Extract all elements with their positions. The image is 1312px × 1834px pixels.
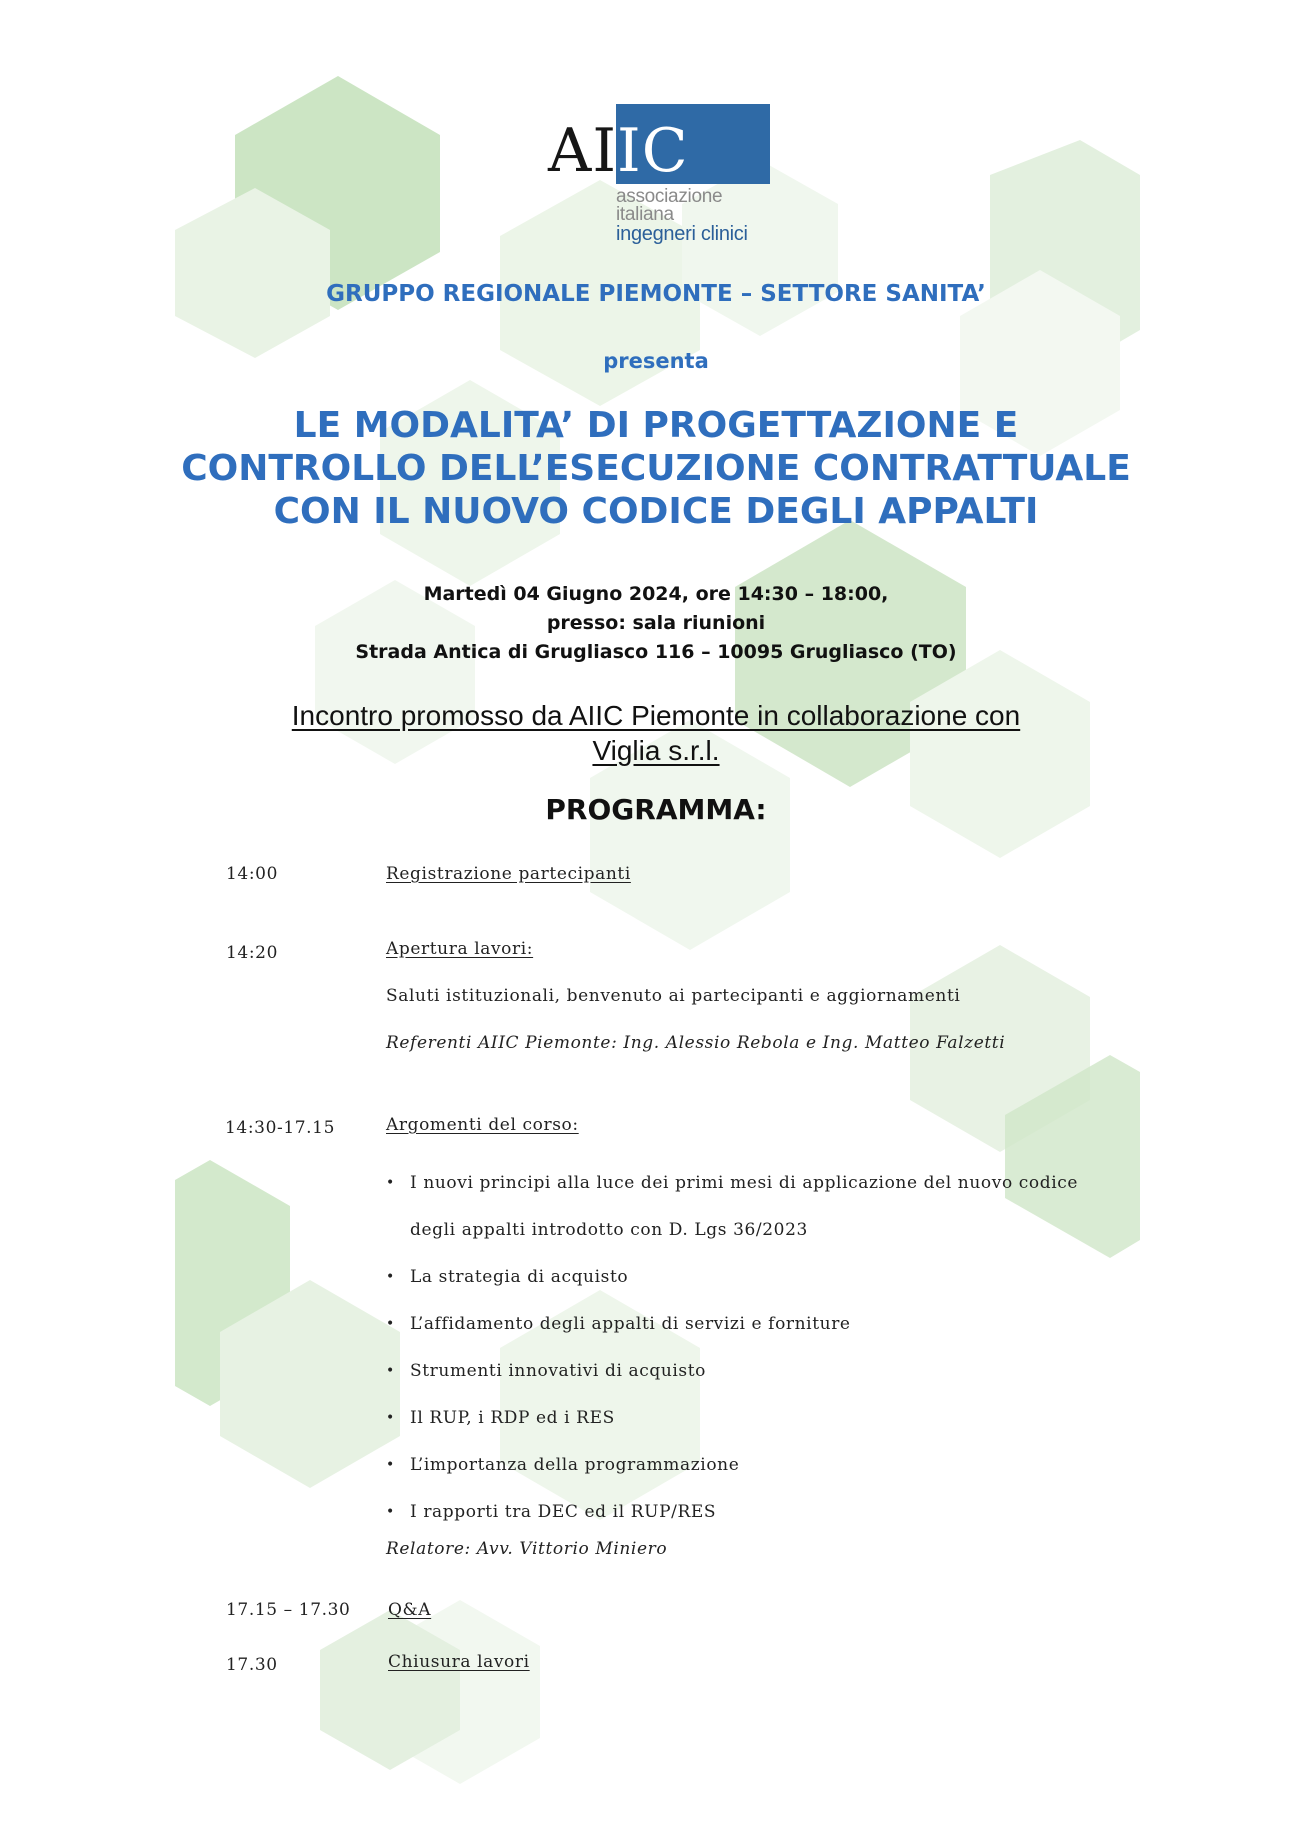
event-details — [0, 580, 1312, 667]
logo-letters: AIIC — [548, 116, 689, 186]
closing-time: 17.30 — [226, 1655, 278, 1675]
qa-time: 17.15 – 17.30 — [226, 1600, 351, 1620]
course-topic: • L’importanza della programmazione — [386, 1442, 1106, 1489]
opening-label: Apertura lavori: — [386, 939, 534, 959]
promotion-note — [0, 698, 1312, 768]
qa-label: Q&A — [388, 1600, 432, 1620]
promotion-line: Incontro promosso da AIIC Piemonte in collaborazione con — [291, 700, 1021, 731]
logo-subtitle — [616, 188, 782, 245]
event-address: Strada Antica di Grugliasco 116 – 10095 Grugliasco (TO) — [355, 641, 957, 663]
course-label: Argomenti del corso: — [386, 1115, 579, 1135]
course-speaker: Relatore: Avv. Vittorio Miniero — [386, 1539, 668, 1559]
group-heading: GRUPPO REGIONALE PIEMONTE – SETTORE SANITA’ — [326, 281, 986, 307]
logo-subtitle-line: associazione — [616, 186, 723, 207]
course-topic: • Il RUP, i RDP ed i RES — [386, 1395, 1106, 1442]
course-topic: • I rapporti tra DEC ed il RUP/RES — [386, 1489, 1106, 1536]
course-time: 14:30-17.15 — [225, 1118, 336, 1138]
event-date: Martedì 04 Giugno 2024, ore 14:30 – 18:00, — [423, 583, 889, 605]
event-title — [0, 404, 1312, 533]
event-title-line: CONTROLLO DELL’ESECUZIONE CONTRATTUALE — [181, 448, 1131, 489]
opening-time: 14:20 — [226, 943, 278, 963]
registration-label: Registrazione partecipanti — [386, 864, 631, 884]
presents-label: presenta — [603, 349, 709, 373]
promotion-line: Viglia s.r.l. — [592, 735, 720, 766]
opening-description: Saluti istituzionali, benvenuto ai partecipanti e aggiornamenti — [386, 986, 961, 1006]
event-title-line: CON IL NUOVO CODICE DEGLI APPALTI — [273, 491, 1039, 532]
logo-subtitle-line: italiana — [616, 204, 674, 225]
course-topic: • La strategia di acquisto — [386, 1254, 1106, 1301]
event-title-line: LE MODALITA’ DI PROGETTAZIONE E — [293, 405, 1019, 446]
course-topic: • L’affidamento degli appalti di servizi e forniture — [386, 1301, 1106, 1348]
course-topic: • I nuovi principi alla luce dei primi mesi di applicazione del nuovo codice degli appalti introdotto con D. Lgs 36/2023 — [386, 1160, 1106, 1254]
course-topic: • Strumenti innovativi di acquisto — [386, 1348, 1106, 1395]
closing-label: Chiusura lavori — [388, 1652, 530, 1672]
aiic-logo — [548, 104, 782, 252]
event-place: presso: sala riunioni — [546, 612, 766, 634]
logo-subtitle-line: ingegneri clinici — [616, 223, 748, 245]
opening-speakers: Referenti AIIC Piemonte: Ing. Alessio Rebola e Ing. Matteo Falzetti — [386, 1033, 1006, 1053]
registration-time: 14:00 — [226, 864, 278, 884]
program-heading: PROGRAMMA: — [545, 793, 767, 826]
course-topics-list — [386, 1160, 1106, 1536]
